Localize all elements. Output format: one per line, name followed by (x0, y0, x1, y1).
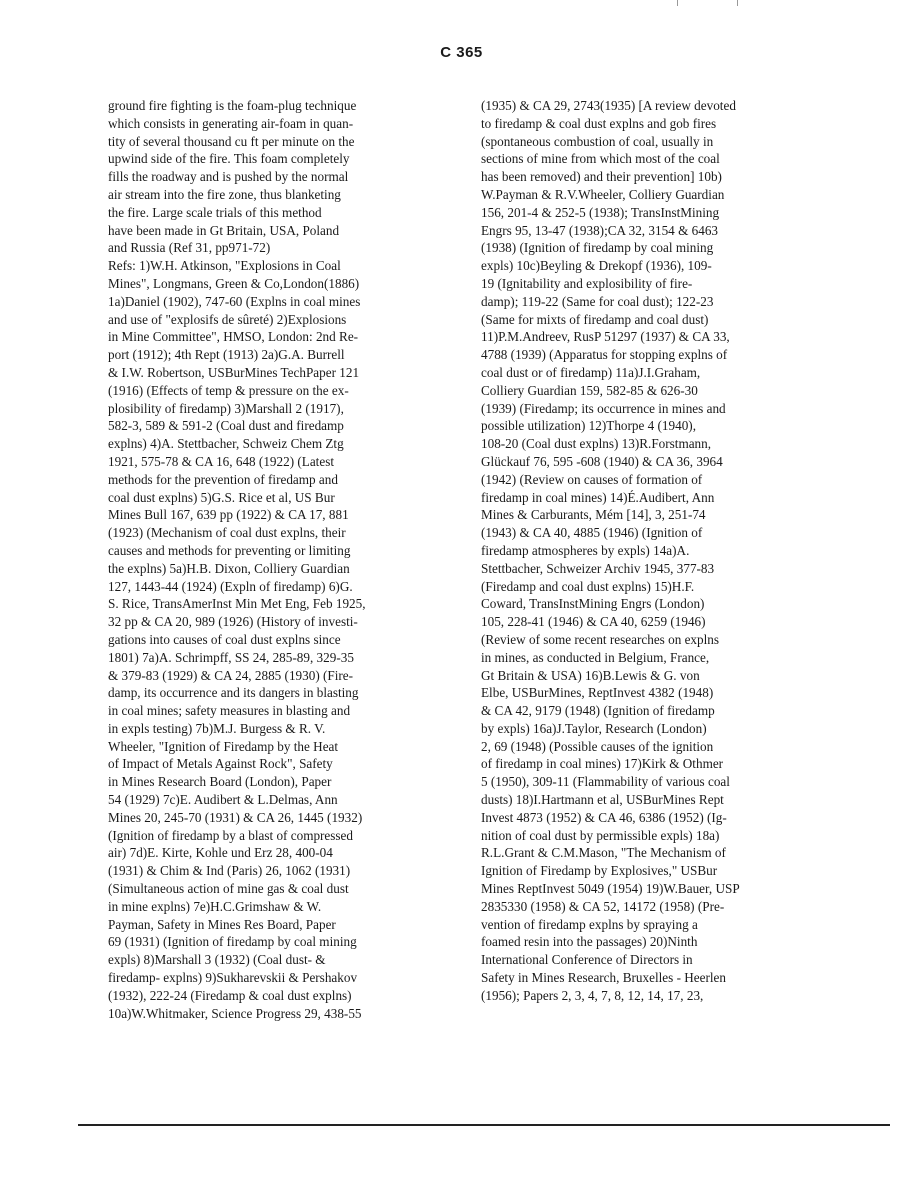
text-line: plosibility of firedamp) 3)Marshall 2 (1917), (108, 400, 344, 416)
text-line: 4788 (1939) (Apparatus for stopping explns of (481, 347, 728, 363)
text-line: damp); 119-22 (Same for coal dust); 122-23 (481, 293, 714, 309)
text-line: 69 (1931) (Ignition of firedamp by coal mining (108, 934, 357, 950)
text-line: Mines 20, 245-70 (1931) & CA 26, 1445 (1932) (108, 809, 363, 825)
text-line: (1923) (Mechanism of coal dust explns, their (108, 525, 346, 541)
text-line: 2835330 (1958) & CA 52, 14172 (1958) (Pre- (481, 898, 725, 914)
text-line: & I.W. Robertson, USBurMines TechPaper 121 (108, 364, 360, 380)
text-line: & 379-83 (1929) & CA 24, 2885 (1930) (Fire- (108, 667, 354, 683)
text-line: 10a)W.Whitmaker, Science Progress 29, 438-55 (108, 1005, 362, 1021)
text-line: methods for the prevention of firedamp and (108, 471, 338, 487)
text-line: in coal mines; safety measures in blasting and (108, 703, 351, 719)
text-line: in mine explns) 7e)H.C.Grimshaw & W. (108, 898, 322, 914)
text-line: Payman, Safety in Mines Res Board, Paper (108, 916, 336, 932)
text-line: expls) 10c)Beyling & Drekopf (1936), 109- (481, 258, 712, 274)
scan-mark (677, 0, 678, 6)
bottom-rule (78, 1124, 890, 1126)
text-line: nition of coal dust by permissible expls) 18a) (481, 827, 720, 843)
text-line: dusts) 18)I.Hartmann et al, USBurMines Rept (481, 792, 724, 808)
text-line: port (1912); 4th Rept (1913) 2a)G.A. Burrell (108, 347, 345, 363)
text-line: sections of mine from which most of the coal (481, 151, 720, 167)
text-line: of Impact of Metals Against Rock", Safety (108, 756, 333, 772)
left-column (108, 97, 438, 1022)
text-line: air stream into the fire zone, thus blanketing (108, 186, 341, 202)
text-line: Ignition of Firedamp by Explosives," USBur (481, 863, 718, 879)
text-line: and Russia (Ref 31, pp971-72) (108, 240, 271, 256)
text-line: fills the roadway and is pushed by the normal (108, 169, 349, 185)
text-line: air) 7d)E. Kirte, Kohle und Erz 28, 400-04 (108, 845, 333, 861)
text-line: (Review of some recent researches on explns (481, 631, 720, 647)
text-line: Gt Britain & USA) 16)B.Lewis & G. von (481, 667, 700, 683)
text-line: has been removed) and their prevention] 10b) (481, 169, 722, 185)
text-line: which consists in generating air-foam in quan- (108, 115, 354, 131)
text-line: by expls) 16a)J.Taylor, Research (London) (481, 720, 707, 736)
text-line: expls) 8)Marshall 3 (1932) (Coal dust- & (108, 952, 326, 968)
text-line: in Mine Committee", HMSO, London: 2nd Re- (108, 329, 359, 345)
text-line: to firedamp & coal dust explns and gob fires (481, 115, 717, 131)
text-line: Mines", Longmans, Green & Co,London(1886) (108, 275, 360, 291)
text-line: (1935) & CA 29, 2743(1935) [A review devoted (481, 98, 736, 113)
text-line: 156, 201-4 & 252-5 (1938); TransInstMining (481, 204, 720, 220)
text-line: Stettbacher, Schweizer Archiv 1945, 377-83 (481, 560, 715, 576)
text-line: and use of "explosifs de sûreté) 2)Explosions (108, 311, 347, 327)
text-line: R.L.Grant & C.M.Mason, "The Mechanism of (481, 845, 726, 861)
text-line: W.Payman & R.V.Wheeler, Colliery Guardian (481, 186, 725, 202)
text-line: (1931) & Chim & Ind (Paris) 26, 1062 (1931) (108, 863, 351, 879)
text-line: 105, 228-41 (1946) & CA 40, 6259 (1946) (481, 614, 706, 630)
text-line: 54 (1929) 7c)E. Audibert & L.Delmas, Ann (108, 792, 338, 808)
text-line: Mines ReptInvest 5049 (1954) 19)W.Bauer, USP (481, 881, 740, 897)
text-line: & CA 42, 9179 (1948) (Ignition of firedamp (481, 703, 715, 719)
text-line: Elbe, USBurMines, ReptInvest 4382 (1948) (481, 685, 714, 701)
text-line: the fire. Large scale trials of this method (108, 204, 322, 220)
text-line: gations into causes of coal dust explns since (108, 631, 341, 647)
text-line: Colliery Guardian 159, 582-85 & 626-30 (481, 382, 698, 398)
text-line: Safety in Mines Research, Bruxelles - Heerlen (481, 970, 726, 986)
text-line: Glückauf 76, 595 -608 (1940) & CA 36, 3964 (481, 453, 723, 469)
text-line: Mines & Carburants, Mém [14], 3, 251-74 (481, 507, 706, 523)
text-line: 5 (1950), 309-11 (Flammability of various coal (481, 774, 730, 790)
text-line: 1921, 575-78 & CA 16, 648 (1922) (Latest (108, 453, 334, 469)
text-line: (Same for mixts of firedamp and coal dust) (481, 311, 709, 327)
text-line: firedamp in coal mines) 14)É.Audibert, Ann (481, 489, 715, 505)
text-line: Engrs 95, 13-47 (1938);CA 32, 3154 & 6463 (481, 222, 719, 238)
text-line: 127, 1443-44 (1924) (Expln of firedamp) 6)G. (108, 578, 353, 594)
text-line: 2, 69 (1948) (Possible causes of the ignition (481, 738, 714, 754)
text-line: of firedamp in coal mines) 17)Kirk & Othmer (481, 756, 724, 772)
text-line: Coward, TransInstMining Engrs (London) (481, 596, 705, 612)
text-line: in mines, as conducted in Belgium, France, (481, 649, 710, 665)
text-line: International Conference of Directors in (481, 952, 693, 968)
text-line: 582-3, 589 & 591-2 (Coal dust and firedamp (108, 418, 344, 434)
page-number: C 365 (440, 44, 483, 61)
text-line: in Mines Research Board (London), Paper (108, 774, 332, 790)
text-line: ground fire fighting is the foam-plug technique (108, 98, 357, 113)
text-line: (1943) & CA 40, 4885 (1946) (Ignition of (481, 525, 703, 541)
text-line: Refs: 1)W.H. Atkinson, "Explosions in Coal (108, 258, 341, 274)
text-line: firedamp atmospheres by expls) 14a)A. (481, 542, 690, 558)
text-line: (1916) (Effects of temp & pressure on the ex- (108, 382, 349, 398)
text-line: (1956); Papers 2, 3, 4, 7, 8, 12, 14, 17, 23, (481, 987, 704, 1003)
text-line: (1938) (Ignition of firedamp by coal mining (481, 240, 714, 256)
text-line: (Ignition of firedamp by a blast of compressed (108, 827, 353, 843)
text-line: in expls testing) 7b)M.J. Burgess & R. V. (108, 720, 326, 736)
text-line: causes and methods for preventing or limiting (108, 542, 351, 558)
text-line: possible utilization) 12)Thorpe 4 (1940), (481, 418, 696, 434)
right-column (481, 97, 811, 1005)
text-line: Invest 4873 (1952) & CA 46, 6386 (1952) (Ig- (481, 809, 727, 825)
text-line: damp, its occurrence and its dangers in blasting (108, 685, 359, 701)
text-line: (Firedamp and coal dust explns) 15)H.F. (481, 578, 695, 594)
text-line: the explns) 5a)H.B. Dixon, Colliery Guardian (108, 560, 350, 576)
text-line: 19 (Ignitability and explosibility of fire- (481, 275, 693, 291)
text-line: 1801) 7a)A. Schrimpff, SS 24, 285-89, 329-35 (108, 649, 354, 665)
text-line: (1932), 222-24 (Firedamp & coal dust explns) (108, 987, 352, 1003)
text-line: S. Rice, TransAmerInst Min Met Eng, Feb 1925, (108, 596, 366, 612)
text-line: (Simultaneous action of mine gas & coal dust (108, 881, 349, 897)
text-line: upwind side of the fire. This foam completely (108, 151, 350, 167)
text-line: Wheeler, "Ignition of Firedamp by the Heat (108, 738, 339, 754)
text-line: tity of several thousand cu ft per minute on the (108, 133, 355, 149)
text-line: 32 pp & CA 20, 989 (1926) (History of investi- (108, 614, 358, 630)
text-line: (1942) (Review on causes of formation of (481, 471, 703, 487)
text-line: vention of firedamp explns by spraying a (481, 916, 698, 932)
text-line: 1a)Daniel (1902), 747-60 (Explns in coal mines (108, 293, 361, 309)
text-line: (1939) (Firedamp; its occurrence in mines and (481, 400, 726, 416)
text-line: 108-20 (Coal dust explns) 13)R.Forstmann, (481, 436, 712, 452)
text-line: coal dust or of firedamp) 11a)J.I.Graham, (481, 364, 701, 380)
text-line: 11)P.M.Andreev, RusP 51297 (1937) & CA 33, (481, 329, 730, 345)
scan-mark (737, 0, 738, 6)
text-line: foamed resin into the passages) 20)Ninth (481, 934, 698, 950)
text-line: explns) 4)A. Stettbacher, Schweiz Chem Ztg (108, 436, 344, 452)
text-line: coal dust explns) 5)G.S. Rice et al, US Bur (108, 489, 335, 505)
text-line: firedamp- explns) 9)Sukharevskii & Pershakov (108, 970, 358, 986)
text-line: (spontaneous combustion of coal, usually in (481, 133, 714, 149)
text-line: Mines Bull 167, 639 pp (1922) & CA 17, 881 (108, 507, 349, 523)
text-line: have been made in Gt Britain, USA, Poland (108, 222, 340, 238)
